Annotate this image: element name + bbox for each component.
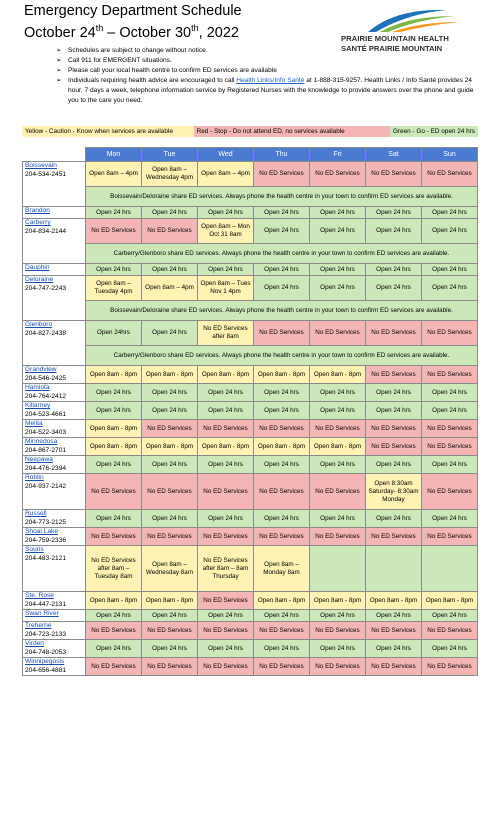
location-name-link[interactable]: Treherne: [25, 622, 52, 629]
day-header: Sat: [366, 148, 422, 162]
schedule-cell: Open 24 hrs: [310, 510, 366, 528]
schedule-cell: Open 8am - 8pm: [142, 438, 198, 456]
schedule-cell: Open 24 hrs: [254, 610, 310, 622]
schedule-cell: No ED Services after 8am – Tuesday 8am: [86, 546, 142, 592]
location-name-link[interactable]: Roblin: [25, 474, 44, 481]
schedule-cell: Open 24hrs: [86, 321, 142, 346]
location-name-link[interactable]: Shoal Lake: [25, 528, 58, 535]
schedule-cell: Open 8am - 8pm: [254, 438, 310, 456]
schedule-cell: Open 8am – 4pm: [86, 162, 142, 187]
schedule-cell: Open 24 hrs: [254, 456, 310, 474]
schedule-cell: Open 24 hrs: [366, 510, 422, 528]
schedule-cell: No ED Services: [254, 658, 310, 676]
location-name-link[interactable]: Boissevain: [25, 162, 57, 169]
schedule-cell: No ED Services: [254, 162, 310, 187]
location-row: [23, 264, 478, 276]
location-row: [23, 474, 478, 510]
schedule-cell: Open 8am - 8pm: [254, 366, 310, 384]
schedule-cell: Open 8am – Mon Oct 31 8am: [198, 219, 254, 244]
location-phone: 204-656-4881: [25, 666, 67, 674]
location-row: [23, 402, 478, 420]
schedule-cell: No ED Services: [198, 420, 254, 438]
location-name-link[interactable]: Russell: [25, 510, 47, 517]
schedule-cell: Open 24 hrs: [198, 402, 254, 420]
location-name-link[interactable]: Hamiota: [25, 384, 50, 391]
location-cell: [23, 622, 86, 640]
title-sup-2: th: [191, 23, 199, 33]
location-phone: 204-476-2394: [25, 464, 67, 472]
legend-red: Red - Stop - Do not attend ED, no services available: [194, 126, 390, 137]
location-phone: 204-483-2121: [25, 554, 67, 562]
schedule-cell: Open 24 hrs: [254, 402, 310, 420]
schedule-cell: Open 8am – Tues Nov 1 4pm: [198, 276, 254, 301]
schedule-cell: No ED Services: [366, 366, 422, 384]
location-name-link[interactable]: Deloraine: [25, 276, 54, 283]
location-phone: 204-534-2451: [25, 170, 67, 178]
location-phone: 204-723-2133: [25, 630, 67, 638]
schedule-cell: No ED Services: [422, 321, 478, 346]
schedule-cell: Open 24 hrs: [422, 456, 478, 474]
location-phone: 204-759-2336: [25, 536, 67, 544]
schedule-cell: No ED Services: [310, 622, 366, 640]
schedule-cell: Open 8am – Wednesday 8am: [142, 546, 198, 592]
schedule-cell: Open 24 hrs: [310, 384, 366, 402]
location-cell: [23, 264, 86, 276]
schedule-cell: No ED Services: [198, 622, 254, 640]
schedule-cell: Open 24 hrs: [198, 384, 254, 402]
schedule-cell: Open 24 hrs: [86, 264, 142, 276]
schedule-cell: Open 24 hrs: [366, 384, 422, 402]
schedule-cell: No ED Services: [366, 438, 422, 456]
location-phone: 204-834-2144: [25, 227, 67, 235]
schedule-cell: Open 24 hrs: [310, 264, 366, 276]
schedule-cell: Open 24 hrs: [422, 276, 478, 301]
schedule-cell: No ED Services: [254, 622, 310, 640]
schedule-cell: Open 24 hrs: [366, 264, 422, 276]
schedule-cell: No ED Services: [142, 474, 198, 510]
schedule-cell: Open 24 hrs: [366, 402, 422, 420]
schedule-cell: No ED Services: [86, 474, 142, 510]
notice-item: ➢ Call 911 for EMERGENT situations.: [56, 56, 476, 66]
schedule-cell: Open 24 hrs: [310, 207, 366, 219]
location-cell: [23, 510, 86, 528]
title-date-start: October 24: [24, 24, 96, 41]
schedule-cell: No ED Services: [422, 622, 478, 640]
schedule-cell: Open 8am - 8pm: [86, 420, 142, 438]
schedule-cell: Open 24 hrs: [86, 510, 142, 528]
schedule-cell: Open 8am - 8pm: [86, 366, 142, 384]
location-row: [23, 528, 478, 546]
schedule-cell: Open 24 hrs: [142, 264, 198, 276]
schedule-cell: Open 24 hrs: [366, 456, 422, 474]
shared-services-note: Carberry/Glenboro share ED services. Always phone the health centre in your town to confirm ED services are available.: [86, 244, 478, 264]
schedule-cell: Open 24 hrs: [254, 276, 310, 301]
schedule-cell: Open 8am – Tuesday 4pm: [86, 276, 142, 301]
title-date-mid: – October 30: [103, 24, 192, 41]
location-cell: [23, 276, 86, 321]
schedule-cell: Open 24 hrs: [254, 219, 310, 244]
schedule-cell: No ED Services: [254, 420, 310, 438]
schedule-cell: Open 24 hrs: [366, 276, 422, 301]
title-line-2: [24, 20, 242, 42]
schedule-cell: No ED Services: [422, 162, 478, 187]
schedule-cell: Open 24 hrs: [422, 384, 478, 402]
location-phone: 204-523-4661: [25, 410, 67, 418]
notice-item: ➢ Please call your local health centre to confirm ED services are available: [56, 66, 476, 76]
location-cell: [23, 456, 86, 474]
color-legend: [22, 126, 478, 137]
day-header: Fri: [310, 148, 366, 162]
notice-text: Individuals requiring health advice are encouraged to call: [68, 77, 237, 84]
schedule-cell: No ED Services: [86, 528, 142, 546]
location-row: [23, 162, 478, 187]
location-row: [23, 546, 478, 592]
schedule-cell: No ED Services: [422, 438, 478, 456]
location-cell: [23, 402, 86, 420]
location-row: [23, 456, 478, 474]
schedule-cell: Open 24 hrs: [254, 207, 310, 219]
schedule-cell: Open 24 hrs: [198, 207, 254, 219]
shared-services-row: [23, 301, 478, 321]
location-row: [23, 610, 478, 622]
schedule-cell: Open 8am - 8pm: [86, 438, 142, 456]
legend-green: Green - Go - ED open 24 hrs: [390, 126, 478, 137]
location-cell: [23, 384, 86, 402]
page-title: [24, 3, 242, 42]
schedule-cell: No ED Services: [86, 622, 142, 640]
shared-services-note: Boissevain/Deloraine share ED services. Always phone the health centre in your town to confirm ED services are available.: [86, 187, 478, 207]
location-row: [23, 622, 478, 640]
location-cell: [23, 162, 86, 207]
schedule-cell: Open 24 hrs: [142, 321, 198, 346]
shared-services-row: [23, 187, 478, 207]
schedule-cell: Open 8am - 8pm: [422, 592, 478, 610]
location-phone: 204-747-2243: [25, 284, 67, 292]
location-name-link[interactable]: Killarney: [25, 402, 51, 409]
location-name-link[interactable]: Melita: [25, 420, 43, 427]
location-cell: [23, 420, 86, 438]
day-header: Thu: [254, 148, 310, 162]
schedule-cell: [310, 546, 366, 592]
location-row: [23, 384, 478, 402]
notice-item: ➢ Schedules are subject to change without notice.: [56, 46, 476, 56]
schedule-cell: Open 24 hrs: [422, 402, 478, 420]
location-phone: 204-937-2142: [25, 482, 67, 490]
schedule-cell: Open 8am - 8pm: [310, 366, 366, 384]
schedule-cell: Open 24 hrs: [86, 610, 142, 622]
schedule-cell: No ED Services: [366, 321, 422, 346]
location-phone: 204-773-2125: [25, 518, 67, 526]
schedule-cell: No ED Services after 8am: [198, 321, 254, 346]
schedule-cell: No ED Services: [422, 420, 478, 438]
schedule-cell: Open 24 hrs: [198, 510, 254, 528]
mountain-logo-icon: [336, 6, 486, 36]
location-phone: 204-748-2053: [25, 648, 67, 656]
schedule-cell: No ED Services: [422, 528, 478, 546]
schedule-cell: No ED Services: [86, 219, 142, 244]
schedule-cell: Open 24 hrs: [310, 276, 366, 301]
schedule-cell: No ED Services: [198, 592, 254, 610]
location-cell: [23, 546, 86, 592]
schedule-cell: No ED Services: [310, 162, 366, 187]
schedule-cell: No ED Services: [142, 658, 198, 676]
schedule-cell: No ED Services: [310, 528, 366, 546]
location-row: [23, 276, 478, 301]
schedule-cell: No ED Services: [310, 321, 366, 346]
schedule-cell: No ED Services: [366, 658, 422, 676]
schedule-cell: Open 24 hrs: [142, 384, 198, 402]
schedule-cell: No ED Services: [310, 658, 366, 676]
location-row: [23, 366, 478, 384]
schedule-cell: No ED Services: [422, 474, 478, 510]
location-cell: [23, 207, 86, 219]
location-cell: [23, 219, 86, 264]
day-header: Wed: [198, 148, 254, 162]
location-cell: [23, 438, 86, 456]
schedule-cell: Open 24 hrs: [198, 640, 254, 658]
schedule-cell: Open 24 hrs: [142, 207, 198, 219]
location-name-link[interactable]: Dauphin: [25, 264, 50, 271]
location-cell: [23, 474, 86, 510]
location-name-link[interactable]: Virden: [25, 640, 44, 647]
schedule-cell: Open 24 hrs: [198, 264, 254, 276]
shared-services-note: Carberry/Glenboro share ED services. Always phone the health centre in your town to confirm ED services are available.: [86, 346, 478, 366]
schedule-cell: Open 24 hrs: [254, 640, 310, 658]
title-sup-1: th: [95, 23, 104, 33]
notice-text: at 1-888-315-9257. Health Links / Info Santé provides 24 hour, 7 days a week, telephone information service by Registered Nurses with the knowledge to provide answers over the phone and guide you to the care you need.: [68, 77, 474, 104]
schedule-cell: No ED Services after 8am – 8am Thursday: [198, 546, 254, 592]
schedule-cell: Open 24 hrs: [86, 456, 142, 474]
location-cell: [23, 658, 86, 676]
schedule-cell: [366, 546, 422, 592]
schedule-cell: Open 8am – 4pm: [142, 276, 198, 301]
logo-text-fr: SANTÉ PRAIRIE MOUNTAIN: [341, 44, 443, 53]
schedule-cell: Open 24 hrs: [422, 640, 478, 658]
schedule-cell: Open 8am - 8pm: [198, 438, 254, 456]
schedule-cell: Open 24 hrs: [254, 510, 310, 528]
location-cell: [23, 610, 86, 622]
location-row: [23, 438, 478, 456]
schedule-cell: Open 24 hrs: [142, 610, 198, 622]
schedule-cell: Open 8am – Wednesday 4pm: [142, 162, 198, 187]
day-header: Tue: [142, 148, 198, 162]
schedule-cell: No ED Services: [198, 474, 254, 510]
schedule-table: [22, 147, 478, 676]
schedule-cell: Open 24 hrs: [310, 640, 366, 658]
schedule-cell: No ED Services: [254, 528, 310, 546]
schedule-cell: No ED Services: [366, 528, 422, 546]
schedule-cell: Open 24 hrs: [366, 610, 422, 622]
schedule-cell: Open 24 hrs: [422, 510, 478, 528]
location-phone: 204-522-3403: [25, 428, 67, 436]
schedule-cell: Open 24 hrs: [86, 207, 142, 219]
schedule-cell: Open 24 hrs: [254, 384, 310, 402]
schedule-cell: Open 8am - 8pm: [142, 366, 198, 384]
schedule-cell: Open 24 hrs: [310, 402, 366, 420]
schedule-cell: Open 24 hrs: [310, 610, 366, 622]
schedule-cell: No ED Services: [142, 622, 198, 640]
schedule-cell: Open 24 hrs: [86, 384, 142, 402]
schedule-cell: Open 24 hrs: [86, 640, 142, 658]
schedule-cell: Open 8am - 8pm: [310, 592, 366, 610]
location-row: [23, 658, 478, 676]
location-phone: 204-764-2412: [25, 392, 67, 400]
schedule-cell: Open 8am - 8pm: [198, 366, 254, 384]
schedule-cell: Open 24 hrs: [142, 510, 198, 528]
logo-text-en: PRAIRIE MOUNTAIN HEALTH: [341, 34, 449, 43]
schedule-cell: Open 8am - 8pm: [310, 438, 366, 456]
location-row: [23, 321, 478, 346]
schedule-cell: No ED Services: [422, 658, 478, 676]
location-phone: 204-867-2701: [25, 446, 67, 454]
schedule-cell: Open 24 hrs: [310, 219, 366, 244]
location-cell: [23, 592, 86, 610]
schedule-cell: Open 24 hrs: [366, 219, 422, 244]
schedule-cell: No ED Services: [198, 528, 254, 546]
location-name-link[interactable]: Glenboro: [25, 321, 53, 328]
notice-item: [56, 76, 476, 106]
schedule-cell: No ED Services: [86, 658, 142, 676]
schedule-cell: [422, 546, 478, 592]
schedule-cell: No ED Services: [422, 366, 478, 384]
location-row: [23, 640, 478, 658]
schedule-cell: Open 24 hrs: [310, 456, 366, 474]
location-name-link[interactable]: Souris: [25, 546, 44, 553]
notice-list: [56, 46, 476, 106]
schedule-cell: Open 8am - 8pm: [366, 592, 422, 610]
location-cell: [23, 366, 86, 384]
title-date-end: , 2022: [198, 24, 239, 41]
schedule-cell: Open 24 hrs: [198, 456, 254, 474]
schedule-cell: No ED Services: [142, 420, 198, 438]
legend-yellow: Yellow - Caution - Know when services are available: [22, 126, 194, 137]
day-header: Mon: [86, 148, 142, 162]
header-blank: [23, 148, 86, 162]
schedule-cell: Open 8am – 4pm: [198, 162, 254, 187]
schedule-cell: Open 24 hrs: [198, 610, 254, 622]
location-phone: 204-827-2438: [25, 329, 67, 337]
schedule-cell: Open 24 hrs: [422, 219, 478, 244]
schedule-cell: Open 8am – Monday 8am: [254, 546, 310, 592]
location-name-link[interactable]: Minnedosa: [25, 438, 58, 445]
location-row: [23, 207, 478, 219]
schedule-cell: Open 24 hrs: [422, 207, 478, 219]
schedule-cell: Open 24 hrs: [142, 640, 198, 658]
schedule-cell: Open 24 hrs: [422, 264, 478, 276]
health-links-link[interactable]: Health Links/Info Santé: [236, 77, 305, 84]
schedule-cell: Open 24 hrs: [142, 402, 198, 420]
title-line-1: Emergency Department Schedule: [24, 3, 242, 19]
schedule-cell: Open 24 hrs: [366, 207, 422, 219]
schedule-cell: Open 8am - 8pm: [142, 592, 198, 610]
schedule-cell: No ED Services: [310, 474, 366, 510]
schedule-cell: Open 24 hrs: [254, 264, 310, 276]
schedule-cell: No ED Services: [198, 658, 254, 676]
schedule-cell: Open 8am - 8pm: [254, 592, 310, 610]
location-name-link[interactable]: Brandon: [25, 207, 50, 214]
location-name-link[interactable]: Carberry: [25, 219, 51, 226]
shared-services-row: [23, 244, 478, 264]
location-cell: [23, 528, 86, 546]
schedule-cell: Open 8am - 8pm: [86, 592, 142, 610]
schedule-cell: Open 24 hrs: [366, 640, 422, 658]
schedule-cell: No ED Services: [366, 162, 422, 187]
location-cell: [23, 321, 86, 366]
schedule-cell: No ED Services: [142, 528, 198, 546]
schedule-cell: Open 24 hrs: [142, 456, 198, 474]
schedule-cell: No ED Services: [254, 474, 310, 510]
schedule-cell: No ED Services: [366, 420, 422, 438]
schedule-cell: No ED Services: [310, 420, 366, 438]
schedule-cell: Open 24 hrs: [422, 610, 478, 622]
location-name-link[interactable]: Neepawa: [25, 456, 53, 463]
location-name-link[interactable]: Winnipegosis: [25, 658, 65, 665]
schedule-cell: No ED Services: [366, 622, 422, 640]
schedule-cell: Open 24 hrs: [86, 402, 142, 420]
schedule-cell: No ED Services: [142, 219, 198, 244]
location-name-link[interactable]: Swan River: [25, 610, 59, 617]
location-row: [23, 592, 478, 610]
location-phone: 204-447-2131: [25, 600, 67, 608]
schedule-cell: No ED Services: [254, 321, 310, 346]
location-name-link[interactable]: Grandview: [25, 366, 57, 373]
location-name-link[interactable]: Ste. Rose: [25, 592, 54, 599]
location-row: [23, 219, 478, 244]
location-cell: [23, 640, 86, 658]
location-row: [23, 420, 478, 438]
day-header-row: [23, 148, 478, 162]
shared-services-row: [23, 346, 478, 366]
location-phone: 204-546-2425: [25, 374, 67, 382]
day-header: Sun: [422, 148, 478, 162]
location-row: [23, 510, 478, 528]
shared-services-note: Boissevain/Deloraine share ED services. Always phone the health centre in your town to confirm ED services are available.: [86, 301, 478, 321]
schedule-cell: Open 8:30am Saturday- 8:30am Monday: [366, 474, 422, 510]
